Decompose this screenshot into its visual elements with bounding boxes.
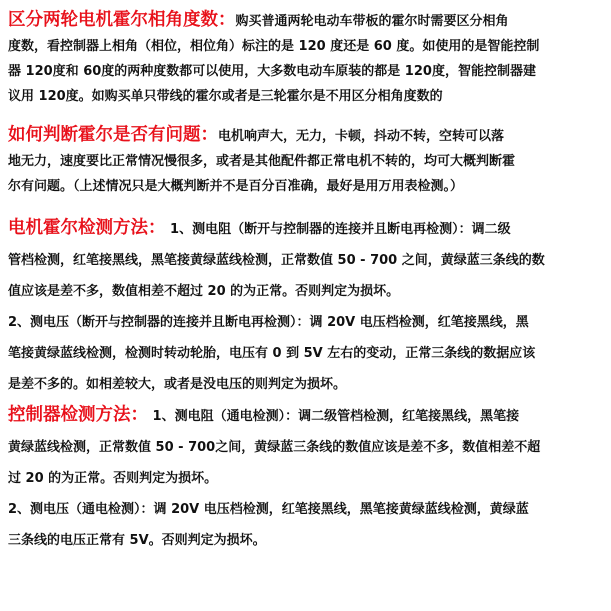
section-motor-hall-test-line-1 <box>8 213 601 245</box>
section-hall-problem-text-3: 尔有问题。（上述情况只是大概判断并不是百分百准确，最好是用万用表检测。） <box>8 179 464 194</box>
section-motor-hall-test-text-3: 值应该是差不多，数值相差不超过 20 的为正常。否则判定为损坏。 <box>8 284 400 299</box>
section-hall-problem-heading: 如何判断霍尔是否有问题： <box>8 125 218 145</box>
section-motor-hall-test-text-4: 2、测电压（断开与控制器的连接并且断电再检测）：调 20V 电压档检测，红笔接黑线，黑 <box>8 315 529 330</box>
section-controller-test-text-2: 黄绿蓝线检测，正常数值 50 - 700之间，黄绿蓝三条线的数值应该是差不多，数值相差不超 <box>8 440 541 455</box>
spacer <box>8 109 601 123</box>
section-hall-angle-line-1 <box>8 8 601 34</box>
section-controller-test <box>8 400 601 556</box>
section-motor-hall-test-text-6: 是差不多的。如相差较大，或者是没电压的则判定为损坏。 <box>8 377 347 392</box>
section-hall-angle-text-3: 器 120度和 60度的两种度数都可以使用，大多数电动车原装的都是 120度，智能控制器建 <box>8 64 536 79</box>
section-motor-hall-test-text-1: 1、测电阻（断开与控制器的连接并且断电再检测）：调二级 <box>165 222 511 237</box>
section-hall-angle-text-1: 购买普通两轮电动车带板的霍尔时需要区分相角 <box>235 14 509 29</box>
section-motor-hall-test-text-5: 笔接黄绿蓝线检测，检测时转动轮胎，电压有 0 到 5V 左右的变动，正常三条线的数据应该 <box>8 346 536 361</box>
section-hall-problem-line-1 <box>8 123 601 149</box>
section-controller-test-text-3: 过 20 的为正常。否则判定为损坏。 <box>8 471 218 486</box>
section-motor-hall-test <box>8 213 601 400</box>
section-hall-angle-text-2: 度数，看控制器上相角（相位，相位角）标注的是 120 度还是 60 度。如使用的是智能控制 <box>8 39 540 54</box>
section-controller-test-text-1: 1、测电阻（通电检测）：调二级管档检测，红笔接黑线，黑笔接 <box>148 409 520 424</box>
section-hall-problem <box>8 123 601 199</box>
section-hall-problem-text-2: 地无力，速度要比正常情况慢很多，或者是其他配件都正常电机不转的，均可大概判断霍 <box>8 154 516 169</box>
section-hall-angle-heading: 区分两轮电机霍尔相角度数： <box>8 10 236 30</box>
section-controller-test-line-1 <box>8 400 601 432</box>
spacer <box>8 199 601 213</box>
section-hall-problem-text-1: 电机响声大，无力，卡顿，抖动不转，空转可以落 <box>218 129 505 144</box>
section-hall-angle-text-4: 议用 120度。如购买单只带线的霍尔或者是三轮霍尔是不用区分相角度数的 <box>8 89 443 104</box>
section-hall-angle <box>8 8 601 109</box>
section-controller-test-heading: 控制器检测方法： <box>8 405 148 425</box>
section-motor-hall-test-text-2: 管档检测，红笔接黑线，黑笔接黄绿蓝线检测，正常数值 50 - 700 之间，黄绿蓝三条线的数 <box>8 253 545 268</box>
section-motor-hall-test-heading: 电机霍尔检测方法： <box>8 218 166 238</box>
section-controller-test-text-4: 2、测电压（通电检测）：调 20V 电压档检测，红笔接黑线，黑笔接黄绿蓝线检测，黄绿蓝 <box>8 502 529 517</box>
section-controller-test-text-5: 三条线的电压正常有 5V。否则判定为损坏。 <box>8 533 266 548</box>
